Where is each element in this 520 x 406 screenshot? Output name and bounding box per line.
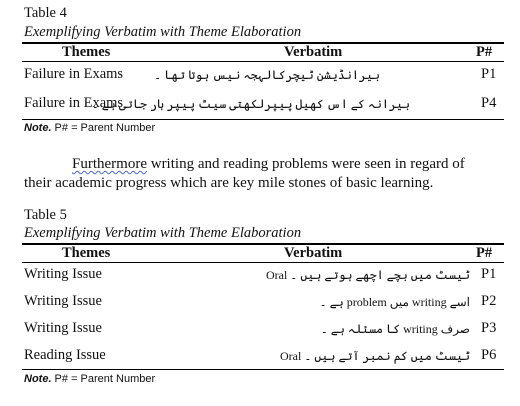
table5-header-themes: Themes — [62, 245, 111, 261]
table4-note-label: Note. — [24, 122, 52, 134]
table5-row1-verbatim: Oral ٹیسٹ میں بچے اچھے ہوتے ہیں ۔ — [265, 268, 470, 282]
table4-header-themes: Themes — [62, 44, 111, 60]
paragraph-line1-rest: writing and reading problems were seen in regard of — [146, 156, 465, 172]
body-paragraph-line1 — [72, 157, 465, 172]
table4-bottom-rule — [22, 119, 504, 120]
table5-row2-verbatim: اسے writing میں problem ہے ۔ — [319, 295, 470, 309]
table4-row1-pnum: P1 — [481, 66, 497, 82]
table4-row2-theme: Failure in Exams — [24, 95, 124, 111]
table4-row1-verbatim: بیرانڈیشن ٹیچرکالہجہ نیس ہوتا تھا ۔ — [154, 68, 380, 82]
table5-header-rule — [22, 262, 504, 263]
table5-row4-pnum: P6 — [481, 347, 497, 363]
table5-row3-pnum: P3 — [481, 320, 497, 336]
table5-note — [24, 374, 155, 385]
table5-note-text: P# = Parent Number — [51, 373, 156, 385]
table4-header-pnum: P# — [476, 44, 493, 60]
table5-row1-theme: Writing Issue — [24, 266, 102, 282]
table5-row2-pnum: P2 — [481, 293, 497, 309]
table5-note-label: Note. — [24, 373, 52, 385]
table5-row3-theme: Writing Issue — [24, 320, 102, 336]
table5-row3-verbatim: صرف writing کا مسئلہ ہے ۔ — [320, 322, 470, 336]
table5-label: Table 5 — [24, 207, 67, 223]
table4-header-rule — [22, 61, 504, 62]
table4-row2-verbatim: بیرانہ کے اس کھیل پیپرلکھتی سیٹ پیپر ہار جاتی ہے ۔ — [91, 97, 410, 111]
table4-row1-theme: Failure in Exams — [24, 66, 124, 82]
table5-row4-verbatim: Oral ٹیسٹ میں کم نمبر آتے ہیں ۔ — [280, 349, 470, 363]
table4-header-verbatim: Verbatim — [284, 44, 343, 60]
table4-note — [24, 123, 155, 134]
paragraph-first-word: Furthermore — [72, 156, 147, 172]
body-paragraph-line2: their academic progress which are key mile stones of basic learning. — [24, 175, 434, 191]
table5-header-pnum: P# — [476, 245, 493, 261]
table4-note-text: P# = Parent Number — [51, 122, 156, 134]
table5-header-verbatim: Verbatim — [284, 245, 343, 261]
table5-row2-theme: Writing Issue — [24, 293, 102, 309]
table5-row4-theme: Reading Issue — [24, 347, 106, 363]
table5-row1-pnum: P1 — [481, 266, 497, 282]
table5-bottom-rule — [22, 369, 504, 370]
table4-row2-pnum: P4 — [481, 95, 497, 111]
table4-title: Exemplifying Verbatim with Theme Elaboration — [24, 24, 302, 40]
table4-label: Table 4 — [24, 5, 67, 21]
table5-title: Exemplifying Verbatim with Theme Elaboration — [24, 225, 302, 241]
